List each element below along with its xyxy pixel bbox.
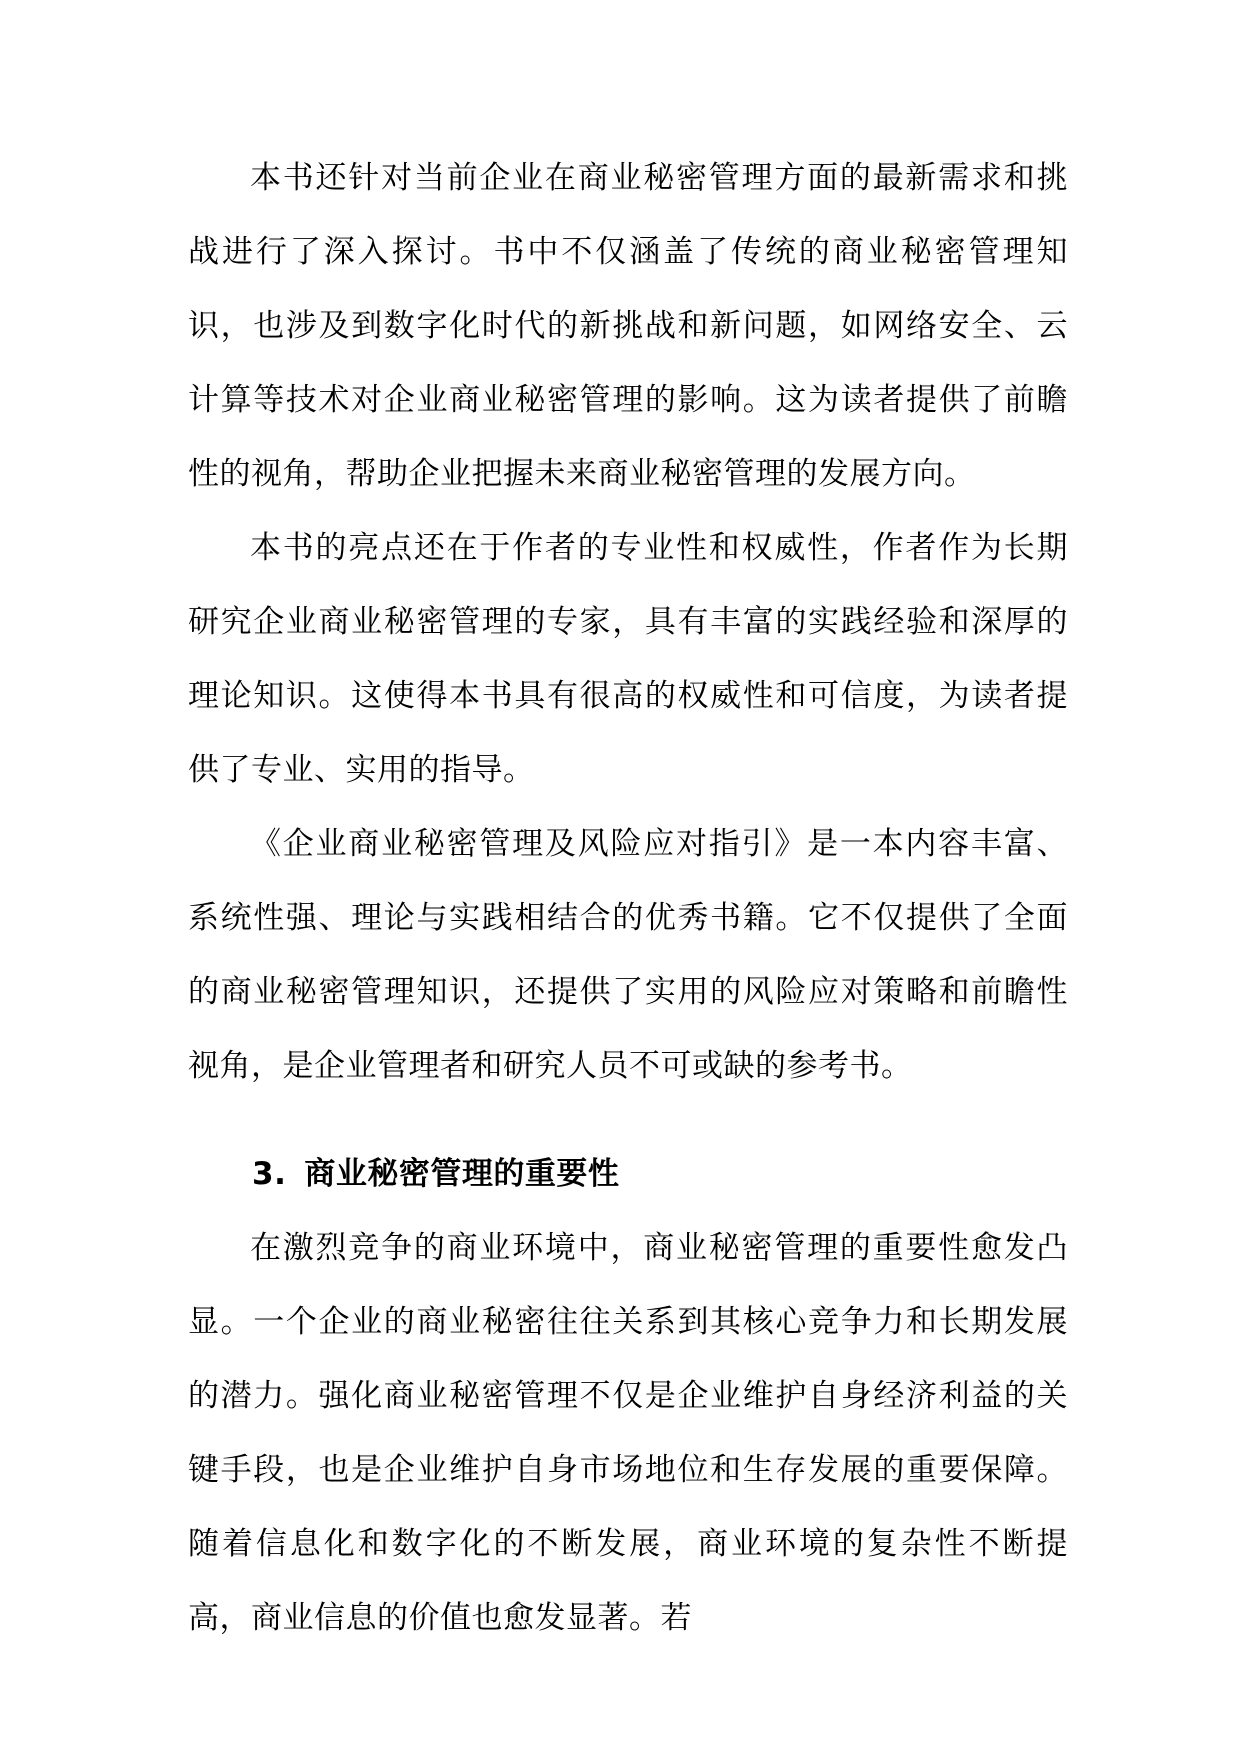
section-title: 商业秘密管理的重要性	[304, 1156, 620, 1192]
paragraph-author-authority: 本书的亮点还在于作者的专业性和权威性，作者作为长期研究企业商业秘密管理的专家，具有丰富的实践经验和深厚的理论知识。这使得本书具有很高的权威性和可信度，为读者提供了专业、实用的指导。	[188, 530, 1068, 788]
paragraph-book-summary: 《企业商业秘密管理及风险应对指引》是一本内容丰富、系统性强、理论与实践相结合的优秀书籍。它不仅提供了全面的商业秘密管理知识，还提供了实用的风险应对策略和前瞻性视角，是企业管理者和研究人员不可或缺的参考书。	[188, 826, 1068, 1084]
page-content	[188, 141, 1068, 1655]
paragraph-book-latest-challenges: 本书还针对当前企业在商业秘密管理方面的最新需求和挑战进行了深入探讨。书中不仅涵盖了传统的商业秘密管理知识，也涉及到数字化时代的新挑战和新问题，如网络安全、云计算等技术对企业商业秘密管理的影响。这为读者提供了前瞻性的视角，帮助企业把握未来商业秘密管理的发展方向。	[188, 160, 1068, 492]
section-heading	[188, 1137, 1068, 1211]
paragraph-importance-intro: 在激烈竞争的商业环境中，商业秘密管理的重要性愈发凸显。一个企业的商业秘密往往关系到其核心竞争力和长期发展的潜力。强化商业秘密管理不仅是企业维护自身经济利益的关键手段，也是企业维护自身市场地位和生存发展的重要保障。随着信息化和数字化的不断发展，商业环境的复杂性不断提高，商业信息的价值也愈发显著。若	[188, 1230, 1068, 1636]
section-number: 3.	[252, 1156, 287, 1192]
